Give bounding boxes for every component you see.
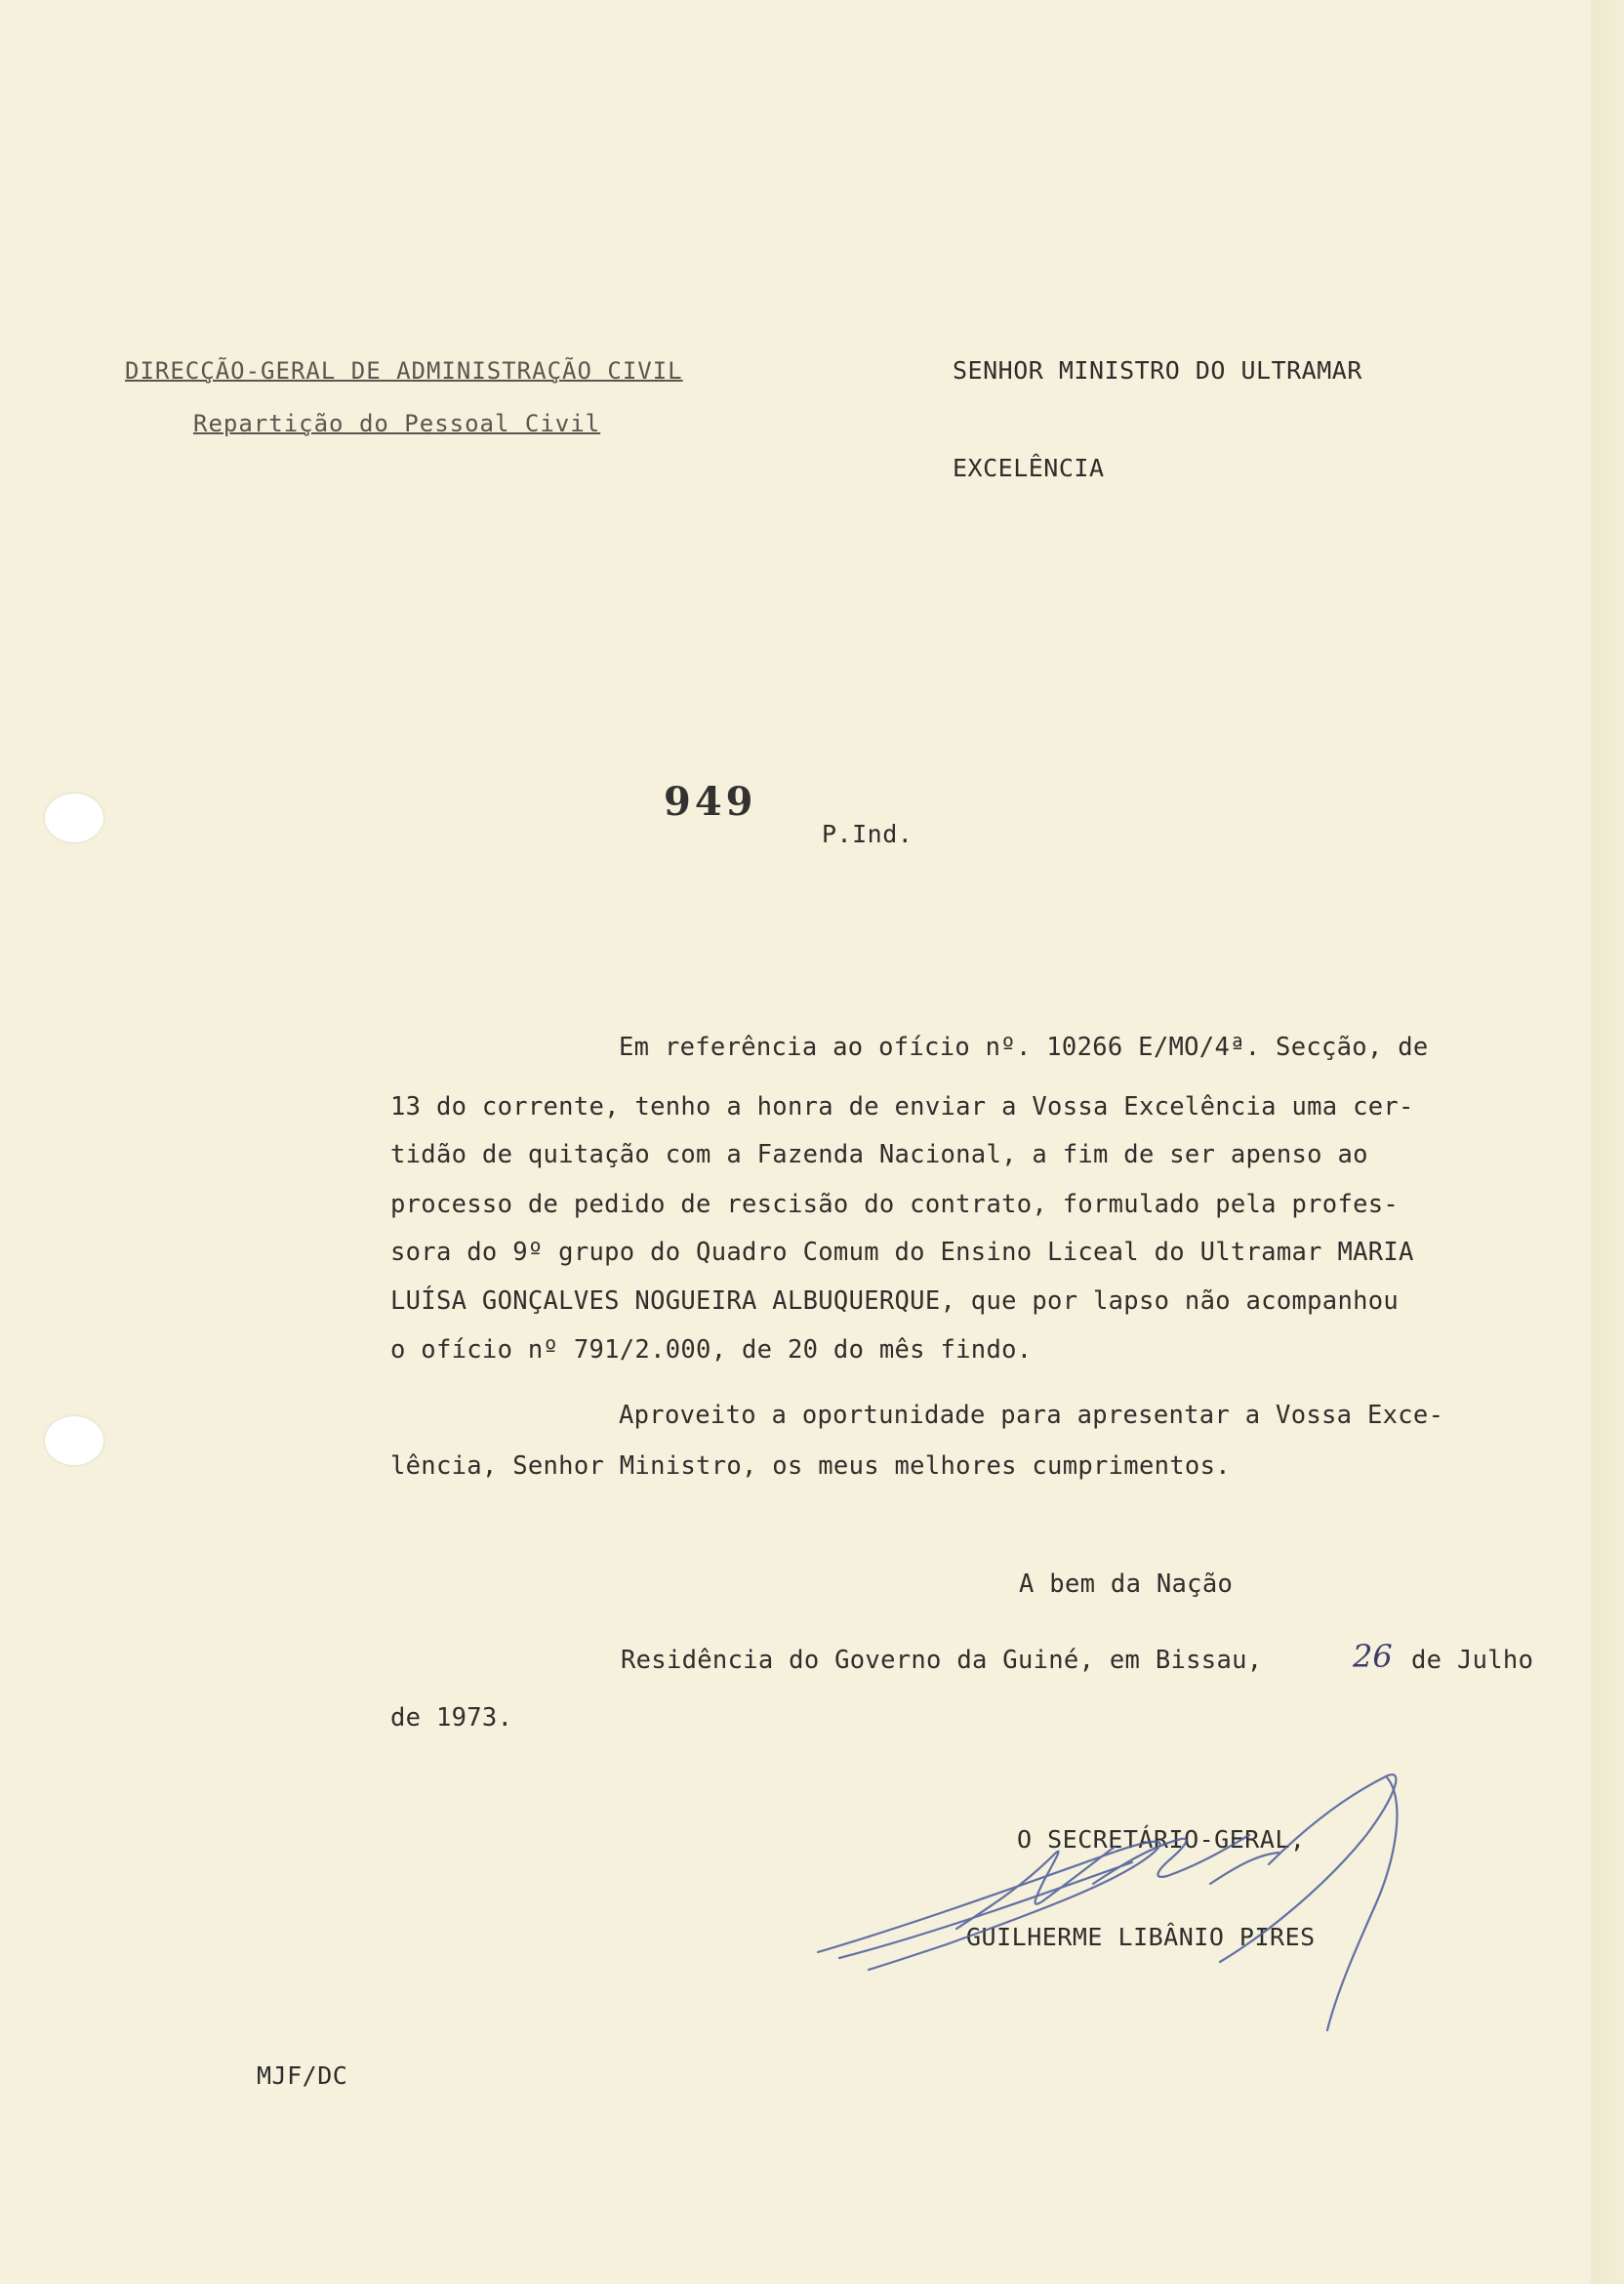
body-line: tidão de quitação com a Fazenda Nacional, a fim de ser apenso ao bbox=[390, 1140, 1368, 1169]
closing-line: lência, Senhor Ministro, os meus melhores cumprimentos. bbox=[390, 1451, 1231, 1481]
reference-number: 949 bbox=[664, 779, 757, 825]
place-date-prefix: Residência do Governo da Guiné, em Bissau, bbox=[621, 1646, 1263, 1675]
body-line: sora do 9º grupo do Quadro Comum do Ensino Liceal do Ultramar MARIA bbox=[390, 1238, 1414, 1267]
signature-scribble bbox=[800, 1737, 1503, 2060]
typist-initials: MJF/DC bbox=[257, 2061, 348, 2090]
page-edge bbox=[1591, 0, 1624, 2284]
signatory-name: GUILHERME LIBÂNIO PIRES bbox=[966, 1923, 1316, 1951]
department-heading: DIRECÇÃO-GERAL DE ADMINISTRAÇÃO CIVIL bbox=[125, 357, 683, 385]
handwritten-day: 26 bbox=[1353, 1638, 1393, 1675]
signatory-title: O SECRETÁRIO-GERAL, bbox=[1017, 1825, 1306, 1854]
section-heading: Repartição do Pessoal Civil bbox=[193, 410, 601, 437]
salutation: EXCELÊNCIA bbox=[953, 454, 1105, 482]
motto: A bem da Nação bbox=[1019, 1570, 1234, 1599]
body-line: o ofício nº 791/2.000, de 20 do mês findo. bbox=[390, 1335, 1033, 1365]
place-date-suffix: de Julho bbox=[1411, 1646, 1534, 1675]
body-line: Em referência ao ofício nº. 10266 E/MO/4ª. Secção, de bbox=[619, 1033, 1429, 1062]
reference-code: P.Ind. bbox=[822, 820, 914, 848]
punch-hole-bottom bbox=[45, 1416, 103, 1465]
punch-hole-top bbox=[45, 794, 103, 842]
closing-line: Aproveito a oportunidade para apresentar a Vossa Exce- bbox=[619, 1401, 1444, 1430]
year-line: de 1973. bbox=[390, 1703, 513, 1733]
body-line: 13 do corrente, tenho a honra de enviar a Vossa Excelência uma cer- bbox=[390, 1092, 1414, 1122]
addressee: SENHOR MINISTRO DO ULTRAMAR bbox=[953, 356, 1362, 385]
body-line: LUÍSA GONÇALVES NOGUEIRA ALBUQUERQUE, que por lapso não acompanhou bbox=[390, 1286, 1400, 1316]
body-line: processo de pedido de rescisão do contrato, formulado pela profes- bbox=[390, 1190, 1400, 1219]
